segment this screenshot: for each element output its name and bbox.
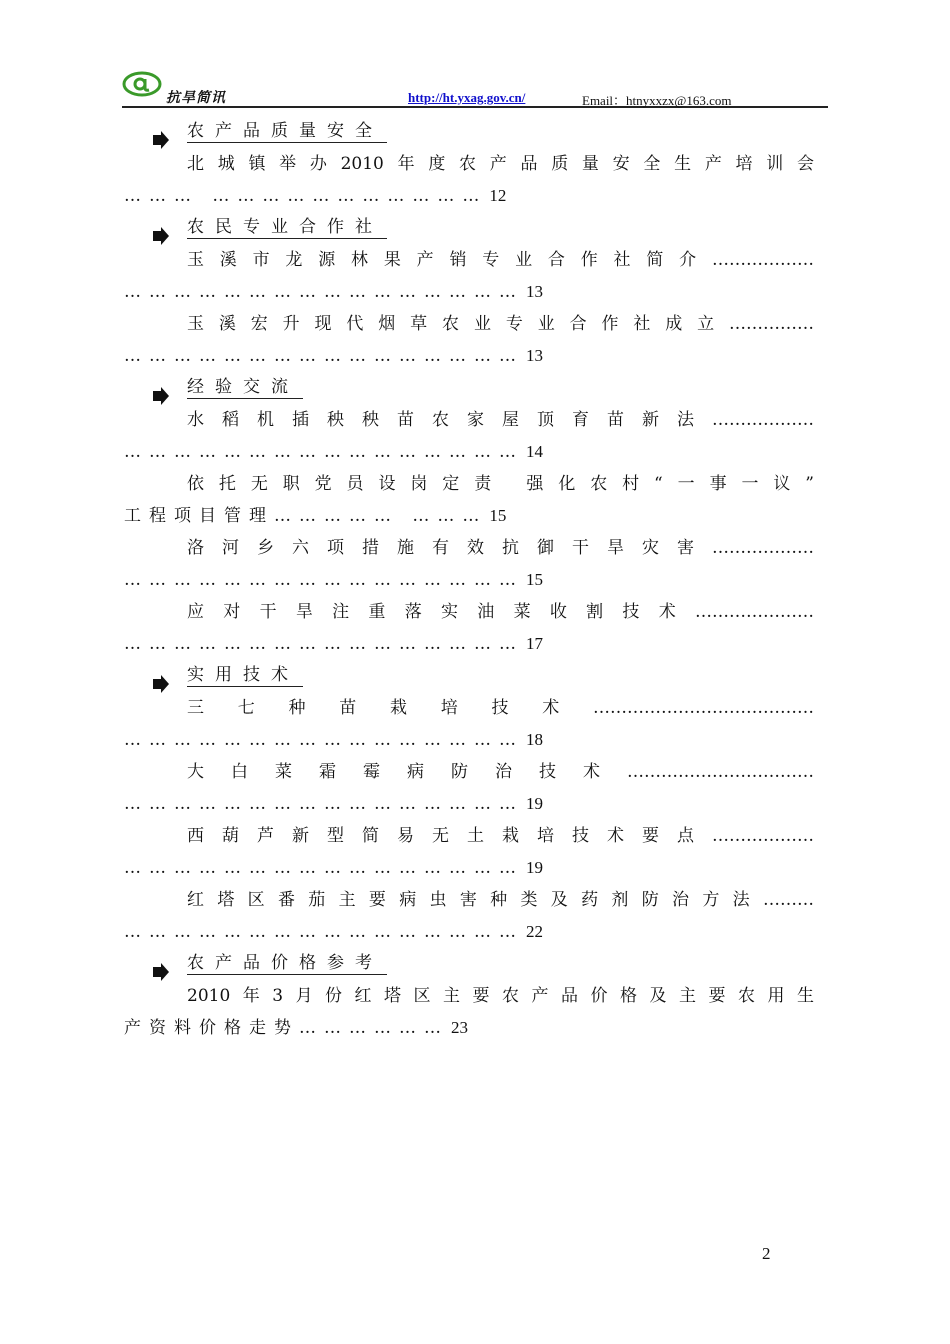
- page-ref: 15: [526, 570, 543, 589]
- page-ref: 13: [526, 282, 543, 301]
- section-heading: [124, 116, 814, 148]
- section-heading: [124, 948, 814, 980]
- entry-continuation: …………………………………………: [124, 282, 524, 302]
- entry-title: 西葫芦新型简易无土栽培技术要点………………: [187, 826, 814, 846]
- entry-continuation: …………………………………………: [124, 570, 524, 590]
- toc-entry[interactable]: [124, 756, 814, 820]
- arrow-right-icon: [152, 226, 170, 246]
- toc-entry[interactable]: [124, 596, 814, 660]
- page-ref: 17: [526, 634, 543, 653]
- entry-title: 2010年3月份红塔区主要农产品价格及主要农用生: [187, 986, 814, 1006]
- website-link[interactable]: http://ht.yxag.gov.cn/: [408, 90, 526, 105]
- toc-entry[interactable]: [124, 692, 814, 756]
- arrow-right-icon: [152, 674, 170, 694]
- page-ref: 15: [489, 506, 507, 525]
- table-of-contents: [124, 116, 814, 1044]
- toc-entry[interactable]: [124, 308, 814, 372]
- entry-title: 依托无职党员设岗定责 强化农村“一事一议”: [187, 474, 814, 494]
- page-header: [122, 70, 828, 108]
- page-ref: 22: [526, 922, 543, 941]
- toc-entry[interactable]: [124, 532, 814, 596]
- arrow-right-icon: [152, 386, 170, 406]
- brand-title: 抗旱简讯: [166, 90, 226, 106]
- entry-title: 红塔区番茄主要病虫害种类及药剂防治方法………: [187, 890, 814, 910]
- arrow-right-icon: [152, 962, 170, 982]
- section-heading: [124, 212, 814, 244]
- page-ref: 12: [489, 186, 507, 205]
- page-ref: 19: [526, 858, 543, 877]
- entry-continuation: …………………………………………: [124, 634, 524, 654]
- toc-entry[interactable]: [124, 980, 814, 1044]
- page-ref: 23: [451, 1018, 468, 1037]
- page-number: 2: [762, 1244, 771, 1263]
- entry-continuation: …………………………………………: [124, 730, 524, 750]
- toc-entry[interactable]: [124, 244, 814, 308]
- page-ref: 13: [526, 346, 543, 365]
- entry-title: 洛河乡六项措施有效抗御干旱灾害………………: [187, 538, 814, 558]
- entry-continuation: 产资料价格走势………………: [124, 1018, 449, 1038]
- toc-entry[interactable]: [124, 468, 814, 532]
- entry-continuation: …………………………………………: [124, 922, 524, 942]
- section-title: 经验交流: [187, 376, 303, 399]
- section-title: 实用技术: [187, 664, 303, 687]
- section-heading: [124, 372, 814, 404]
- arrow-right-icon: [152, 130, 170, 150]
- toc-entry[interactable]: [124, 404, 814, 468]
- section-heading: [124, 660, 814, 692]
- entry-continuation: …………………………………………: [124, 858, 524, 878]
- entry-title: 应对干旱注重落实油菜收割技术…………………: [187, 602, 814, 622]
- entry-title: 水稻机插秧秧苗农家屋顶育苗新法………………: [187, 410, 814, 430]
- entry-title: 玉溪宏升现代烟草农业专业合作社成立……………: [187, 314, 814, 334]
- entry-continuation: …………………………………………: [124, 794, 524, 814]
- section-title: 农产品价格参考: [187, 952, 387, 975]
- toc-entry[interactable]: [124, 820, 814, 884]
- toc-entry[interactable]: [124, 148, 814, 212]
- entry-title: 北城镇举办2010年度农产品质量安全生产培训会: [187, 154, 814, 174]
- entry-title: 三七种苗栽培技术…………………………………: [187, 698, 814, 718]
- email-text: Email：htnyxxzx@163.com: [582, 93, 732, 108]
- section-title: 农民专业合作社: [187, 216, 387, 239]
- entry-continuation: …………………………………………: [124, 442, 524, 462]
- entry-continuation: …………………………………………: [124, 346, 524, 366]
- section-title: 农产品质量安全: [187, 120, 387, 143]
- page-ref: 19: [526, 794, 543, 813]
- entry-title: 大白菜霜霉病防治技术……………………………: [187, 762, 814, 782]
- logo-icon: [122, 70, 162, 98]
- page-ref: 18: [526, 730, 543, 749]
- entry-continuation: 工程项目管理…………… ………: [124, 506, 488, 526]
- toc-entry[interactable]: [124, 884, 814, 948]
- entry-continuation: ……… ……………………………: [124, 186, 488, 206]
- entry-title: 玉溪市龙源林果产销专业合作社简介………………: [187, 250, 814, 270]
- page-ref: 14: [526, 442, 543, 461]
